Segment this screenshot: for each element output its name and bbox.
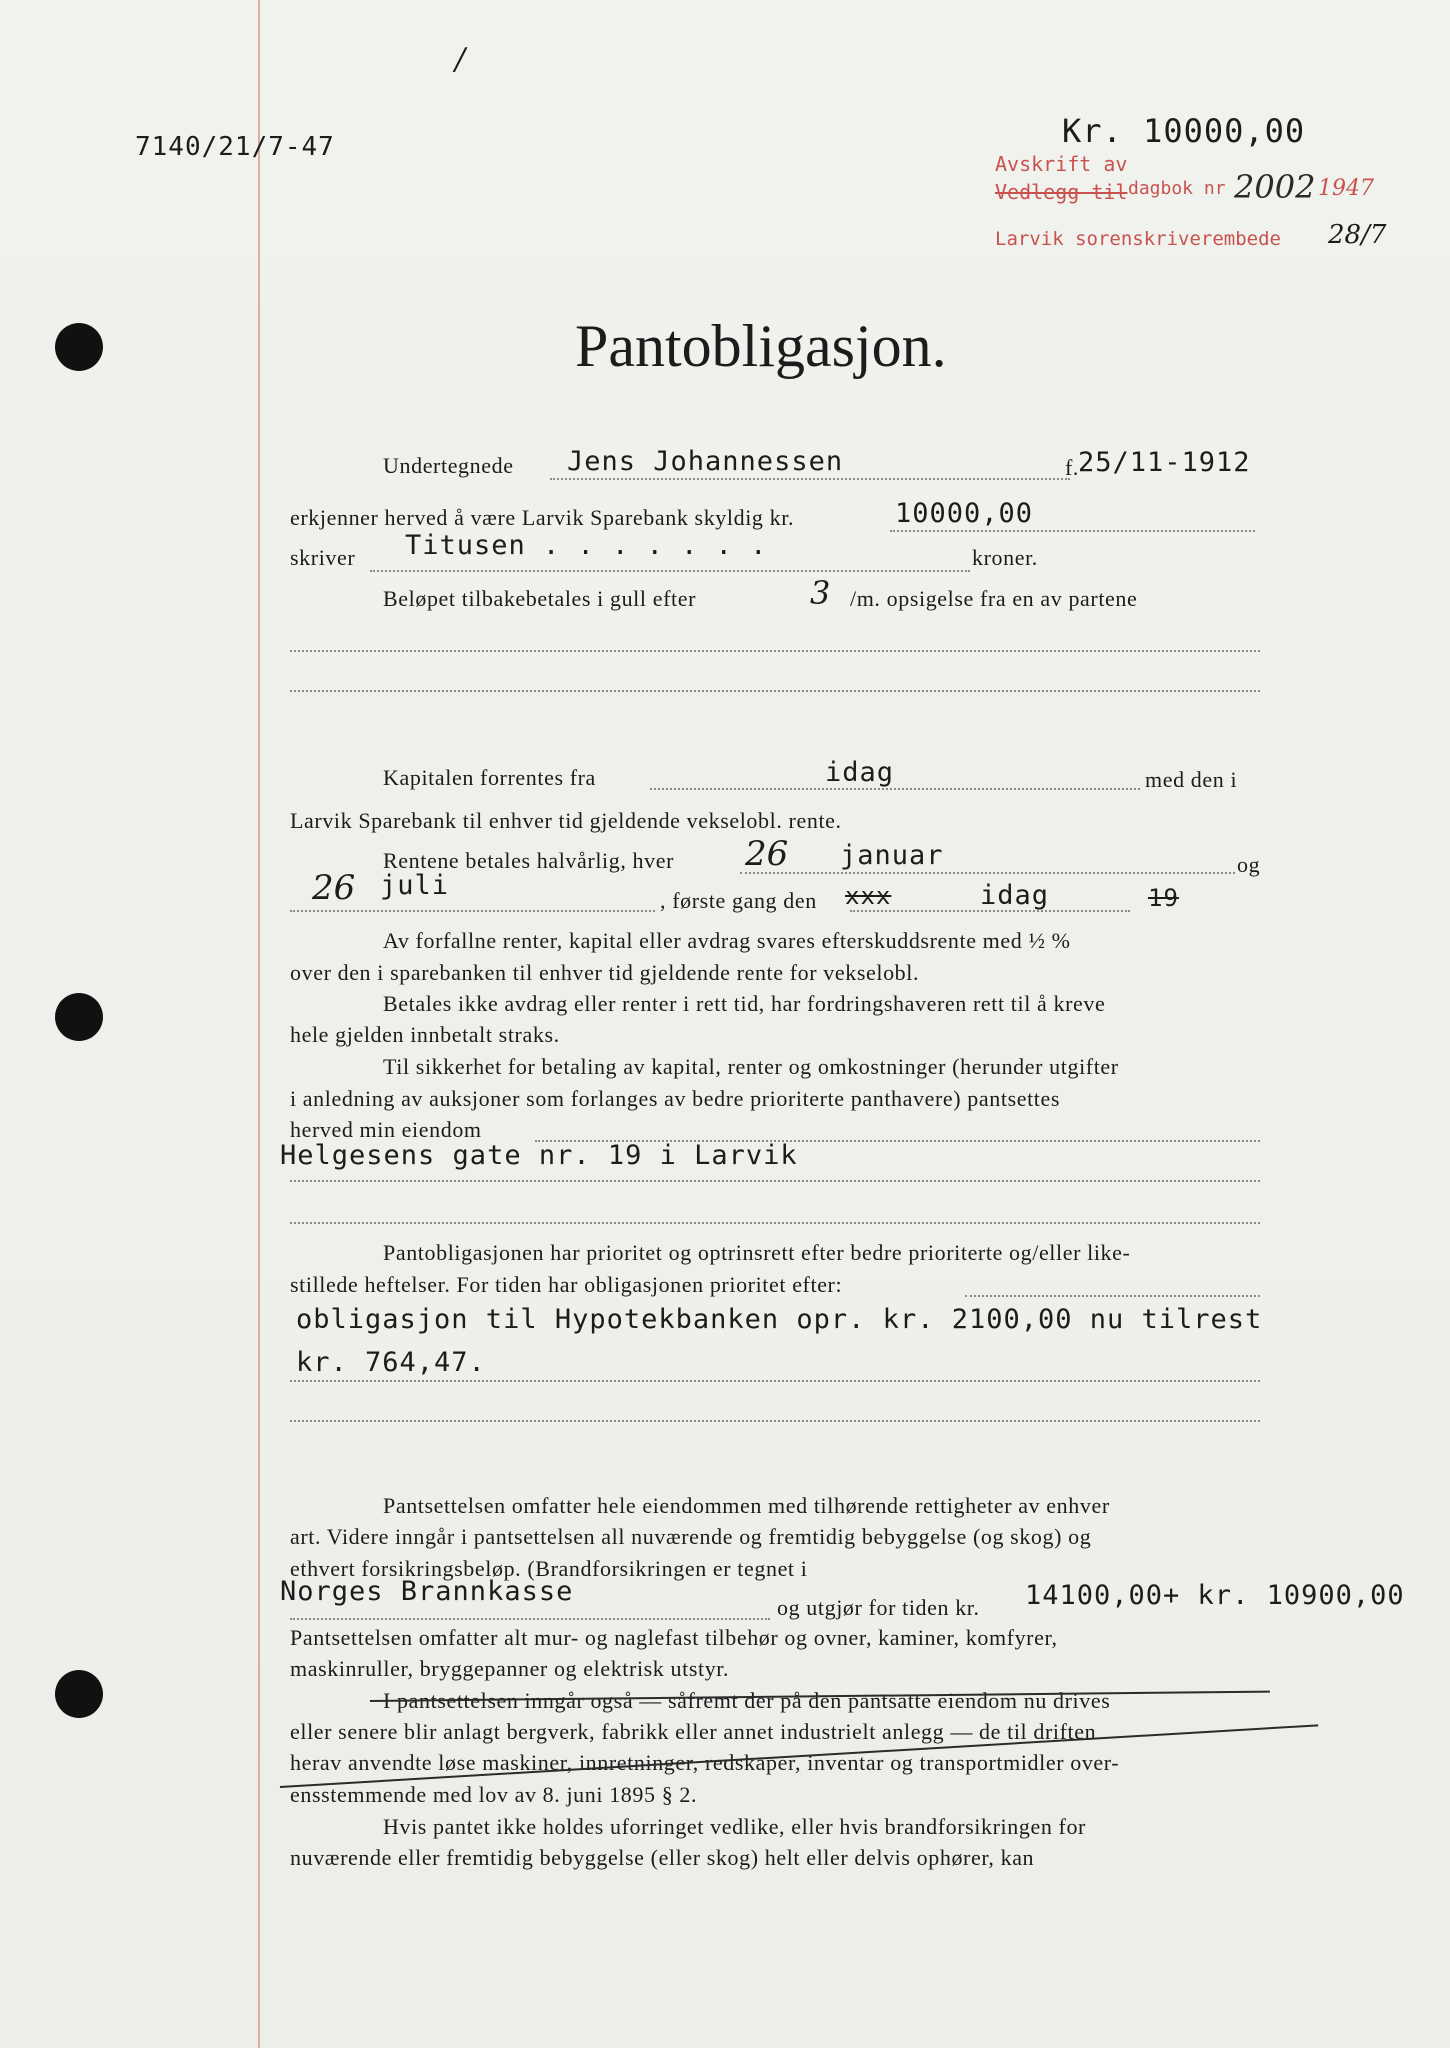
erkjenner-text: erkjenner herved å være Larvik Sparebank skyldig kr. [290,505,795,530]
punch-hole-bottom [55,1670,103,1718]
kapital-end: med den i [1145,767,1238,792]
undertegnede-label: Undertegnede [383,453,514,478]
amount-in-words: Titusen . . . . . . . [405,530,768,561]
reference-number: 7140/21/7-47 [135,132,335,162]
para-struck-2: eller senere blir anlagt bergverk, fabrikk eller annet industrielt anlegg — de til driften [290,1719,1097,1744]
dotted-line [890,530,1255,532]
kroner-label: kroner. [972,545,1038,570]
stamp-date: 28/7 [1328,220,1387,250]
debt-amount: 10000,00 [895,498,1034,529]
para-betales-2: hele gjelden innbetalt straks. [290,1022,560,1047]
interest-day-2: 26 [312,868,356,908]
dotted-line [290,1180,1260,1182]
insurer: Norges Brannkasse [280,1576,574,1607]
para-sikker-2: i anledning av auksjoner som forlanges av bedre prioriterte panthavere) pantsettes [290,1086,1061,1111]
insured-amount: 14100,00+ kr. 10900,00 [1025,1580,1405,1611]
property-address: Helgesens gate nr. 19 i Larvik [280,1140,798,1171]
para-pant-2: nuværende eller fremtidig bebyggelse (eller skog) helt eller delvis ophører, kan [290,1845,1035,1870]
year-struck: 19 [1148,884,1179,912]
first-payment: idag [980,880,1050,911]
kapital-label: Kapitalen forrentes fra [383,765,596,790]
utgjor-label: og utgjør for tiden kr. [777,1595,980,1620]
rentene-label: Rentene betales halvårlig, hver [383,848,675,873]
stamp-vedlegg-struck: Vedlegg til [995,180,1128,204]
stamp-dagbok: dagbok nr [1128,178,1226,199]
born-label: f. [1065,455,1080,480]
interest-from: idag [825,757,895,788]
blank-line [290,690,1260,692]
header-amount: Kr. 10000,00 [1062,112,1306,150]
para-betales-1: Betales ikke avdrag eller renter i rett tid, har fordringshaveren rett til å kreve [383,991,1106,1016]
para-omfatter-2: art. Videre inngår i pantsettelsen all nuværende og fremtidig bebyggelse (og skog) og [290,1524,1092,1549]
document-title: Pantobligasjon. [575,313,947,379]
margin-line [258,0,260,2048]
interest-month-1: januar [840,840,944,871]
blank-line [290,1420,1260,1422]
prior-line-2: kr. 764,47. [296,1347,486,1378]
skriver-label: skriver [290,545,356,570]
dotted-line [550,478,1070,480]
blank-line [290,1222,1260,1224]
dotted-line [290,1618,770,1620]
para-prior-2: stillede heftelser. For tiden har obligasjonen prioritet efter: [290,1272,843,1297]
dotted-line [650,788,1140,790]
dotted-line [850,910,1130,912]
blank-line [290,650,1260,652]
dagbok-year: 1947 [1318,176,1374,201]
interest-month-2: juli [380,870,450,901]
stamp-office: Larvik sorenskriverembede [995,228,1281,250]
dotted-line [740,872,1235,874]
para-struck-1: I pantsettelsen inngår også — såfremt der på den pantsatte eiendom nu drives [383,1688,1111,1713]
forste-label: , første gang den [660,888,817,913]
opsigelse-text: /m. opsigelse fra en av partene [850,586,1138,611]
para-prior-1: Pantobligasjonen har prioritet og optrinsrett efter bedre prioriterte og/eller like- [383,1240,1131,1265]
para-omfatter-3: ethvert forsikringsbeløp. (Brandforsikringen er tegnet i [290,1556,808,1581]
para-forfall-2: over den i sparebanken til enhver tid gjeldende rente for vekselobl. [290,960,920,985]
og-label: og [1237,852,1261,877]
pencil-tick: / [455,42,466,77]
dagbok-number: 2002 [1234,168,1316,206]
para-sikker-3: herved min eiendom [290,1117,482,1142]
dotted-line [290,1380,1260,1382]
born-date: 25/11-1912 [1078,447,1251,478]
punch-hole-top [55,323,103,371]
dotted-line [965,1295,1260,1297]
para-tilbehor-1: Pantsettelsen omfatter alt mur- og naglefast tilbehør og ovner, kaminer, komfyrer, [290,1625,1058,1650]
stamp-avskrift: Avskrift av [995,152,1128,176]
forste-struck: xxx [845,882,892,910]
dotted-line [370,570,970,572]
para-omfatter-1: Pantsettelsen omfatter hele eiendommen med tilhørende rettigheter av enhver [383,1493,1110,1518]
punch-hole-middle [55,993,103,1041]
para-forfall-1: Av forfallne renter, kapital eller avdrag svares efterskuddsrente med ½ % [383,928,1071,953]
para-tilbehor-2: maskinruller, bryggepanner og elektrisk utstyr. [290,1656,730,1681]
larvik-rate-line: Larvik Sparebank til enhver tid gjeldende vekselobl. rente. [290,808,842,833]
belopet-text: Beløpet tilbakebetales i gull efter [383,586,697,611]
para-struck-3: herav anvendte løse maskiner, innretninger, redskaper, inventar og transportmidler over- [290,1750,1120,1775]
interest-day-1: 26 [745,834,789,874]
prior-line-1: obligasjon til Hypotekbanken opr. kr. 2100,00 nu tilrest [296,1304,1263,1335]
para-pant-1: Hvis pantet ikke holdes uforringet vedlike, eller hvis brandforsikringen for [383,1814,1086,1839]
debtor-name: Jens Johannessen [567,446,844,477]
dotted-line [290,910,655,912]
para-sikker-1: Til sikkerhet for betaling av kapital, renter og omkostninger (herunder utgifter [383,1054,1119,1079]
notice-months: 3 [810,574,831,612]
para-struck-4: ensstemmende med lov av 8. juni 1895 § 2. [290,1782,698,1807]
